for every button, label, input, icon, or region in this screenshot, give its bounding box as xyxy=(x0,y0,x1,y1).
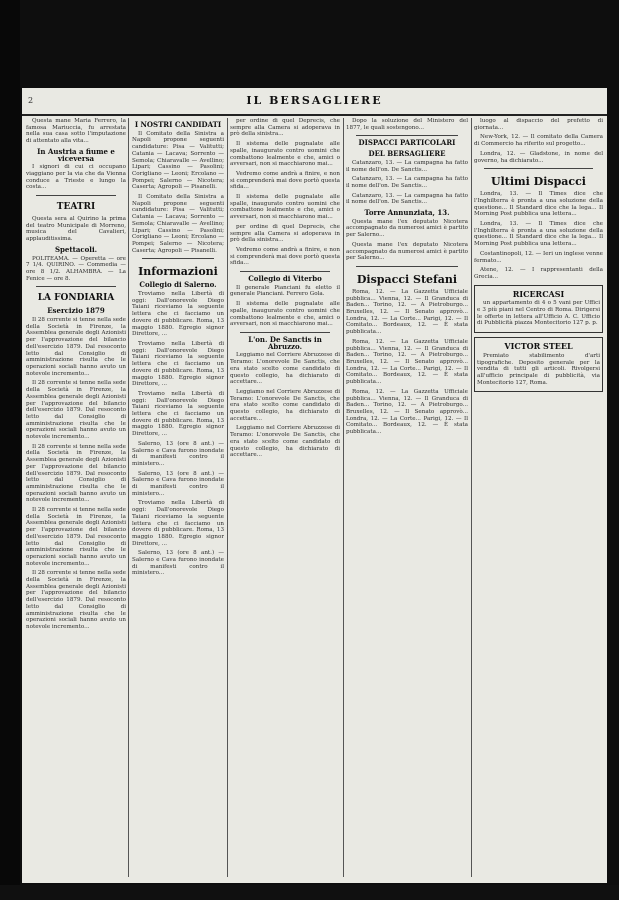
section-heading: DISPACCI PARTICOLARI xyxy=(358,138,456,148)
article-text: Il 28 corrente si tenne nella sede della Società in Firenze, la Assemblea generale degli Azionisti per l'approvazione del bilancio dell'esercizio 1879. Dal resoconto letto dal Consiglio di amministrazione risulta che le operazioni sociali hanno avuto un notevole incremento... xyxy=(26,443,126,504)
section-heading: Spettacoli. xyxy=(54,244,98,254)
scan-bottom-border xyxy=(0,885,619,900)
classified-ad xyxy=(474,285,603,334)
section-subheading: Collegio di Salerno. xyxy=(139,280,217,290)
column-divider xyxy=(343,118,344,877)
section-heading: Informazioni xyxy=(138,265,218,279)
article-text: Roma, 12. — La Gazzetta Ufficiale pubblica... Vienna, 12. — Il Granduca di Baden... Torino, 12. — A Pietroburgo... Bruxelles, 12. — Il Senato approvò... Londra, 12. — La Corte... Parigi, 12. — Il Comitato... Bordeaux, 12. — È stata pubblicata... xyxy=(346,288,468,336)
ad-heading: RICERCASI xyxy=(512,288,565,299)
section-heading: In Austria a fiume e viceversa xyxy=(37,146,115,163)
article-text: Salerno, 13 (ore 8 ant.) — Salerno e Cava furono inondate di manifesti contro il ministero... xyxy=(132,550,224,577)
article-text: Leggiamo nel Corriere Abruzzese di Teramo: L'onorevole De Sanctis, che era stato scelto come candidato di questo collegio, ha dichiarato di accettare... xyxy=(230,388,340,422)
article-text: luogo al dispaccio del prefetto di giornata... xyxy=(474,118,603,131)
column-divider xyxy=(227,118,228,877)
article-text: Questa mane Maria Ferrero, la famosa Mariuccia, fu arrestata nella sua casa sotto l'imputazione di attentato alla vita... xyxy=(26,118,126,145)
article-text: Roma, 12. — La Gazzetta Ufficiale pubblica... Vienna, 12. — Il Granduca di Baden... Torino, 12. — A Pietroburgo... Bruxelles, 12. — Il Senato approvò... Londra, 12. — La Corte... Parigi, 12. — Il Comitato... Bordeaux, 12. — È stata pubblicata... xyxy=(346,388,468,436)
article-text: Troviamo nella Libertà di oggi: Dall'onorevole Diego Taiani riceviamo la seguente lettera che ci facciamo un dovere di pubblicare. Roma, 13 maggio 1880. Egregio signor Direttore, ... xyxy=(132,340,224,388)
column-1 xyxy=(26,118,126,879)
column-2 xyxy=(132,118,224,879)
article-text: Troviamo nella Libertà di oggi: Dall'onorevole Diego Taiani riceviamo la seguente lettera che ci facciamo un dovere di pubblicare. Roma, 13 maggio 1880. Egregio signor Direttore, ... xyxy=(132,500,224,547)
ad-heading: VICTOR STEEL xyxy=(504,341,573,352)
article-text: Questa sera al Quirino la prima del teatro Municipale di Morreno, musica del Cavalieri, applauditissima. xyxy=(26,216,126,243)
article-text: Dopo la soluzione del Ministero del 1877, le quali sostengono... xyxy=(346,118,468,131)
article-text: New-York, 12. — Il comitato della Camera di Commercio ha riferito sul progetto... xyxy=(474,134,603,148)
article-text: Troviamo nella Libertà di oggi: Dall'onorevole Diego Taiani riceviamo la seguente lettera che ci facciamo un dovere di pubblicare. Roma, 13 maggio 1880. Egregio signor Direttore, ... xyxy=(132,390,224,438)
section-heading: I NOSTRI CANDIDATI xyxy=(134,120,222,129)
article-text: Il 28 corrente si tenne nella sede della Società in Firenze, la Assemblea generale degli Azionisti per l'approvazione del bilancio dell'esercizio 1879. Dal resoconto letto dal Consiglio di amministrazione risulta che le operazioni sociali hanno avuto un notevole incremento... xyxy=(26,507,126,567)
divider xyxy=(142,258,214,259)
article-text: Londra, 13. — Il Times dice che l'Inghilterra è pronta a una soluzione della questione... Il Standard dice che la lega... Il Morning Post pubblica una lettera... xyxy=(474,221,603,248)
section-heading: Collegio di Viterbo xyxy=(248,274,322,284)
section-heading: LA FONDIARIA xyxy=(37,293,115,304)
section-heading: L'on. De Sanctis in Abruzzo. xyxy=(248,334,322,351)
article-text: Atene, 12. — I rappresentanti della Grecia... xyxy=(474,267,603,280)
page-number: 2 xyxy=(28,96,34,105)
article-text: per ordine di quel Deprecis, che sempre alla Camera si adoperava in prò della sinistra... xyxy=(230,118,340,138)
article-text: Il generale Pianciani fu eletto il generale Pianciani. Ferrero Gola. xyxy=(230,284,340,298)
article-text: I signori di cui ci occupano viaggiano per la via che da Vienna conduce a Trieste e lungo la costa... xyxy=(26,164,126,191)
divider xyxy=(356,135,458,136)
article-text: Il 28 corrente si tenne nella sede della Società in Firenze, la Assemblea generale degli Azionisti per l'approvazione del bilancio dell'esercizio 1879. Dal resoconto letto dal Consiglio di amministrazione risulta che le operazioni sociali hanno avuto un notevole incremento... xyxy=(26,317,126,377)
ad-text: un appartamento di 4 o 5 vani per Uffici e 3 più piani nel Centro di Roma. Dirigersi le offerte in lettera all'Ufficio A. C. Ufficio di Pubblicità piazza Montecitorio 127 p. p. xyxy=(477,300,600,327)
article-text: Leggiamo nel Corriere Abruzzese di Teramo: L'onorevole De Sanctis, che era stato scelto come candidato di questo collegio, ha dichiarato di accettare... xyxy=(230,425,340,459)
article-text: Catanzaro, 13. — La campagna ha fatto il nome dell'on. De Sanctis... xyxy=(346,192,468,206)
article-text: Catanzaro, 13. — La campagna ha fatto il nome dell'on. De Sanctis... xyxy=(346,159,468,173)
article-text: Il 28 corrente si tenne nella sede della Società in Firenze, la Assemblea generale degli Azionisti per l'approvazione del bilancio dell'esercizio 1879. Dal resoconto letto dal Consiglio di amministrazione risulta che le operazioni sociali hanno avuto un notevole incremento... xyxy=(26,570,126,630)
advertisement xyxy=(474,337,603,392)
article-text: Il 28 corrente si tenne nella sede della Società in Firenze, la Assemblea generale degli Azionisti per l'approvazione del bilancio dell'esercizio 1879. Dal resoconto letto dal Consiglio di amministrazione risulta che le operazioni sociali hanno avuto un notevole incremento... xyxy=(26,380,126,441)
section-subheading: DEL BERSAGLIERE xyxy=(368,149,446,159)
column-4 xyxy=(346,118,468,879)
article-text: Vedremo come andrà a finire, e non si comprenderà mai dove portò questa sfida... xyxy=(230,246,340,267)
divider xyxy=(356,266,458,267)
masthead xyxy=(22,88,607,116)
scan-left-border xyxy=(0,0,20,900)
article-text: POLITEAMA. — Operetta — ore 7 1/4. QUIRINO. — Commedia — ore 8 1/2. ALHAMBRA. — La Fenice — ore 8. xyxy=(26,255,126,282)
article-text: Il Comitato della Sinistra a Napoli propone seguenti candidature: Pisa — Valitutti; Catania — Lacava; Sorrento — Semola; Chiaravalle — Avellino; Lipari; Cassino — Pasolini; Corigliano — Leoni; Ercolano — Pompei; Salerno — Nicotera; Caserta; Agropoli — Pisanelli. xyxy=(132,194,224,254)
article-text: Il sistema delle pugnalate alle spalle, inaugurato contro uomini che combattono lealmente e che, amici o avversari, non si macchiarono mai... xyxy=(230,141,340,168)
article-text: Il sistema delle pugnalate alle spalle, inaugurato contro uomini che combattono lealmente e che, amici o avversari, non si macchiarono mai... xyxy=(230,194,340,221)
article-text: Costantinopoli, 12. — Ieri un inglese venne fermato... xyxy=(474,250,603,264)
section-subheading: Esercizio 1879 xyxy=(47,306,105,316)
article-text: per ordine di quel Deprecis, che sempre alla Camera si adoperava in prò della sinistra... xyxy=(230,223,340,244)
section-heading: TEATRI xyxy=(56,202,96,213)
newspaper-page xyxy=(22,88,607,883)
divider xyxy=(484,168,593,169)
article-text: Salerno, 13 (ore 8 ant.) — Salerno e Cava furono inondate di manifesti contro il ministero... xyxy=(132,470,224,497)
article-text: Londra, 12. — Gladstone, in nome del governo, ha dichiarato... xyxy=(474,150,603,164)
article-text: Troviamo nella Libertà di oggi: Dall'onorevole Diego Taiani riceviamo la seguente lettera che ci facciamo un dovere di pubblicare. Roma, 13 maggio 1880. Egregio signor Direttore, ... xyxy=(132,291,224,338)
article-text: Questa mane l'ex deputato Nicotera accompagnato da numerosi amici è partito per Salerno... xyxy=(346,218,468,239)
article-text: Catanzaro, 13. — La campagna ha fatto il nome dell'on. De Sanctis... xyxy=(346,176,468,189)
section-heading: Dispacci Stefani xyxy=(356,272,458,286)
article-text: Vedremo come andrà a finire, e non si comprenderà mai dove portò questa sfida... xyxy=(230,170,340,191)
column-divider xyxy=(128,118,129,877)
column-divider xyxy=(471,118,472,877)
article-text: Londra, 13. — Il Times dice che l'Inghilterra è pronta a una soluzione della questione... Il Standard dice che la lega... Il Morning Post pubblica una lettera... xyxy=(474,191,603,218)
section-subheading: Torre Annunziata, 13. xyxy=(364,208,450,218)
article-text: Il Comitato della Sinistra a Napoli propone seguenti candidature: Pisa — Valitutti; Catania — Lacava; Sorrento — Semola; Chiaravalle — Avellino; Lipari; Cassino — Pasolini; Corigliano — Leoni; Ercolano — Pompei; Salerno — Nicotera; Caserta; Agropoli — Pisanelli. xyxy=(132,130,224,191)
column-5 xyxy=(474,118,603,879)
article-text: Leggiamo nel Corriere Abruzzese di Teramo: L'onorevole De Sanctis, che era stato scelto come candidato di questo collegio, ha dichiarato di accettare... xyxy=(230,352,340,386)
divider xyxy=(36,195,116,196)
divider xyxy=(240,271,330,272)
newspaper-title: IL BERSAGLIERE xyxy=(246,94,383,107)
section-heading: Ultimi Dispacci xyxy=(491,175,586,189)
article-text: Roma, 12. — La Gazzetta Ufficiale pubblica... Vienna, 12. — Il Granduca di Baden... Torino, 12. — A Pietroburgo... Bruxelles, 12. — Il Senato approvò... Londra, 12. — La Corte... Parigi, 12. — Il Comitato... Bordeaux, 12. — È stata pubblicata... xyxy=(346,338,468,386)
article-text: Questa mane l'ex deputato Nicotera accompagnato da numerosi amici è partito per Salerno... xyxy=(346,241,468,262)
divider xyxy=(240,332,330,333)
column-3 xyxy=(230,118,340,879)
article-text: Salerno, 13 (ore 8 ant.) — Salerno e Cava furono inondate di manifesti contro il ministero... xyxy=(132,440,224,467)
ad-text: Premiato stabilimento d'arti tipografiche. Deposito generale per la vendita di tutti gli articoli. Rivolgersi all'ufficio principale di pubblicità, via Montecitorio 127, Roma. xyxy=(477,352,600,386)
article-text: Il sistema delle pugnalate alle spalle, inaugurato contro uomini che combattono lealmente e che, amici o avversari, non si macchiarono mai... xyxy=(230,301,340,328)
divider xyxy=(36,286,116,287)
